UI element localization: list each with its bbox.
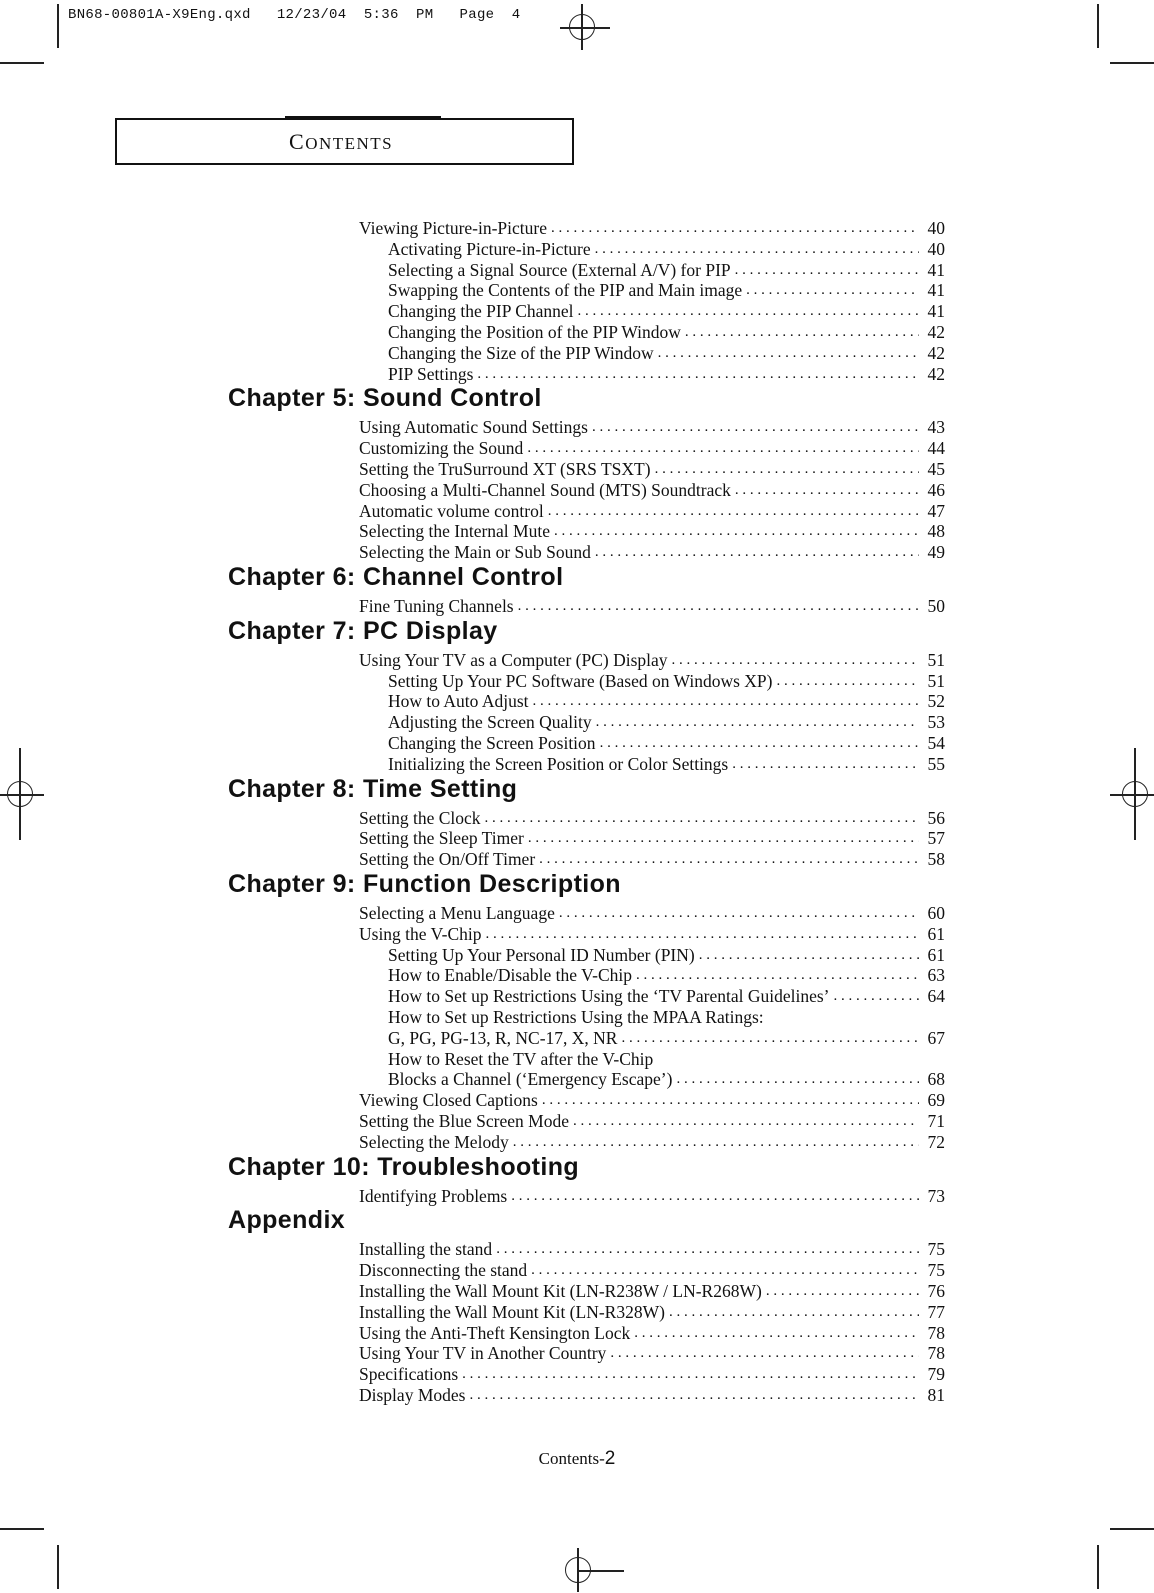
dot-leader bbox=[658, 343, 919, 364]
toc-entry[interactable] bbox=[388, 733, 945, 754]
toc-page-number: 45 bbox=[927, 459, 945, 479]
toc-entry-label: Setting the On/Off Timer bbox=[359, 849, 536, 870]
toc-page-number: 69 bbox=[927, 1090, 945, 1111]
dot-leader bbox=[746, 280, 919, 301]
toc-entry-label: Viewing Closed Captions bbox=[359, 1090, 538, 1111]
toc-entry-label: Choosing a Multi-Channel Sound (MTS) Soundtrack bbox=[359, 479, 731, 500]
header-accent-bar bbox=[285, 116, 441, 119]
dot-leader bbox=[518, 596, 919, 617]
toc-entry[interactable] bbox=[359, 903, 945, 924]
toc-entry-label: Swapping the Contents of the PIP and Main image bbox=[388, 280, 743, 301]
toc-entry-label: Changing the PIP Channel bbox=[388, 301, 574, 322]
dot-leader bbox=[554, 521, 919, 542]
toc-entry[interactable] bbox=[388, 322, 945, 343]
toc-entry[interactable] bbox=[359, 1186, 945, 1207]
dot-leader bbox=[531, 1260, 919, 1281]
toc-entry[interactable] bbox=[388, 280, 945, 301]
toc-page-number: 46 bbox=[927, 479, 945, 500]
toc-entry-label: Setting the TruSurround XT (SRS TSXT) bbox=[359, 459, 651, 479]
chapter-heading: Chapter 7: PC Display bbox=[228, 616, 498, 645]
toc-entry[interactable] bbox=[359, 1239, 945, 1260]
dot-leader bbox=[610, 1343, 919, 1364]
toc-entry[interactable] bbox=[388, 945, 945, 966]
toc-page-number: 76 bbox=[927, 1281, 945, 1301]
toc-entry-label: Using Your TV as a Computer (PC) Display bbox=[359, 649, 668, 670]
contents-header-title: CONTENTS bbox=[289, 129, 394, 154]
toc-entry[interactable] bbox=[388, 260, 945, 281]
toc-entry-label: Adjusting the Screen Quality bbox=[388, 712, 592, 733]
chapter-heading: Chapter 5: Sound Control bbox=[228, 384, 542, 413]
toc-page-number: 78 bbox=[927, 1343, 945, 1364]
dot-leader bbox=[496, 1239, 919, 1260]
toc-entry[interactable] bbox=[359, 417, 945, 438]
dot-leader bbox=[636, 965, 919, 986]
toc-page-number: 75 bbox=[927, 1239, 945, 1260]
toc-page-number: 40 bbox=[927, 238, 945, 259]
dot-leader bbox=[834, 986, 920, 1007]
toc-page-number: 79 bbox=[927, 1364, 945, 1385]
toc-entry-label: Fine Tuning Channels bbox=[359, 596, 514, 616]
toc-entry[interactable] bbox=[359, 1111, 945, 1132]
toc-page-number: 71 bbox=[927, 1111, 945, 1131]
toc-page-number: 50 bbox=[927, 596, 945, 616]
toc-entry-label: Automatic volume control bbox=[359, 500, 544, 521]
dot-leader bbox=[551, 218, 919, 239]
dot-leader bbox=[477, 364, 919, 385]
toc-entry[interactable] bbox=[388, 239, 945, 260]
toc-entry-label: Display Modes bbox=[359, 1385, 466, 1405]
toc-entry-label: Setting Up Your Personal ID Number (PIN) bbox=[388, 944, 695, 965]
toc-page-number: 57 bbox=[927, 828, 945, 849]
page-footer: Contents-2 bbox=[538, 1448, 616, 1469]
toc-page-number: 58 bbox=[927, 849, 945, 870]
chapter-heading: Chapter 10: Troubleshooting bbox=[228, 1152, 580, 1181]
toc-entry[interactable] bbox=[359, 1281, 945, 1302]
toc-page-number: 52 bbox=[927, 691, 945, 712]
toc-entry[interactable] bbox=[359, 1090, 945, 1111]
toc-entry[interactable] bbox=[388, 301, 945, 322]
dot-leader bbox=[634, 1323, 919, 1344]
toc-page-number: 42 bbox=[927, 363, 945, 384]
toc-page-number: 73 bbox=[927, 1185, 945, 1206]
toc-entry[interactable] bbox=[388, 1069, 945, 1090]
dot-leader bbox=[600, 733, 919, 754]
toc-entry[interactable] bbox=[388, 343, 945, 364]
toc-entry-label: Changing the Size of the PIP Window bbox=[388, 342, 654, 363]
toc-entry[interactable] bbox=[359, 808, 945, 829]
toc-page-number: 63 bbox=[927, 965, 945, 986]
toc-page-number: 61 bbox=[927, 923, 945, 944]
toc-entry[interactable] bbox=[359, 828, 945, 849]
toc-page-number: 68 bbox=[927, 1069, 945, 1090]
toc-page-number: 41 bbox=[927, 259, 945, 280]
toc-entry[interactable] bbox=[359, 438, 945, 459]
chapter-heading: Chapter 9: Function Description bbox=[228, 870, 621, 898]
toc-page-number: 61 bbox=[927, 944, 945, 965]
toc-page-number: 44 bbox=[927, 438, 945, 459]
dot-leader bbox=[595, 542, 919, 563]
toc-entry[interactable] bbox=[359, 1302, 945, 1323]
toc-entry[interactable] bbox=[388, 691, 945, 712]
toc-page-number: 53 bbox=[927, 712, 945, 733]
dot-leader bbox=[578, 301, 919, 322]
toc-page-number: 43 bbox=[927, 417, 945, 438]
dot-leader bbox=[573, 1111, 919, 1132]
toc-entry[interactable] bbox=[388, 1028, 945, 1049]
toc-entry[interactable] bbox=[388, 364, 945, 385]
dot-leader bbox=[732, 754, 919, 775]
toc-entry-line: How to Reset the TV after the V-Chip bbox=[388, 1048, 654, 1069]
dot-leader bbox=[539, 849, 919, 870]
toc-entry-label: Blocks a Channel (‘Emergency Escape’) bbox=[388, 1069, 673, 1090]
toc-entry-label: Identifying Problems bbox=[359, 1185, 508, 1206]
dot-leader bbox=[462, 1364, 919, 1385]
chapter-heading: Chapter 6: Channel Control bbox=[228, 563, 564, 591]
toc-entry[interactable] bbox=[359, 1132, 945, 1153]
toc-page-number: 42 bbox=[927, 342, 945, 363]
chapter-heading: Chapter 8: Time Setting bbox=[228, 774, 518, 803]
toc-entry-label: Disconnecting the stand bbox=[359, 1260, 528, 1281]
dot-leader bbox=[542, 1090, 919, 1111]
toc-page-number: 67 bbox=[927, 1027, 945, 1048]
dot-leader bbox=[655, 459, 919, 480]
toc-page-number: 49 bbox=[927, 542, 945, 563]
toc-entry[interactable] bbox=[359, 650, 945, 671]
toc-entry-label: Selecting the Melody bbox=[359, 1131, 509, 1152]
toc-entry[interactable] bbox=[359, 521, 945, 542]
toc-entry-label: Using the V-Chip bbox=[359, 923, 482, 944]
toc-page-number: 48 bbox=[927, 521, 945, 542]
toc-page-number: 60 bbox=[927, 903, 945, 923]
toc-page-number: 41 bbox=[927, 301, 945, 322]
dot-leader bbox=[735, 260, 919, 281]
toc-entry[interactable] bbox=[359, 1364, 945, 1385]
chapter-heading: Appendix bbox=[228, 1206, 346, 1235]
toc-entry-label: Activating Picture-in-Picture bbox=[388, 238, 591, 259]
toc-entry[interactable] bbox=[359, 1343, 945, 1364]
dot-leader bbox=[486, 924, 919, 945]
toc-entry[interactable] bbox=[359, 480, 945, 501]
dot-leader bbox=[621, 1028, 919, 1049]
toc-entry[interactable] bbox=[359, 459, 945, 480]
toc-entry-label: Viewing Picture-in-Picture bbox=[359, 218, 547, 238]
toc-entry[interactable] bbox=[359, 849, 945, 870]
toc-entry-label: Changing the Position of the PIP Window bbox=[388, 322, 681, 342]
toc-entry[interactable] bbox=[359, 501, 945, 522]
toc-entry-label: Initializing the Screen Position or Color Settings bbox=[388, 753, 729, 774]
dot-leader bbox=[685, 322, 919, 343]
toc-page-number: 47 bbox=[927, 500, 945, 521]
dot-leader bbox=[595, 239, 919, 260]
toc-entry-label: How to Set up Restrictions Using the ‘TV Parental Guidelines’ bbox=[388, 986, 830, 1007]
toc-entry-label: How to Auto Adjust bbox=[388, 691, 529, 712]
dot-leader bbox=[669, 1302, 919, 1323]
toc-page-number: 78 bbox=[927, 1322, 945, 1343]
dot-leader bbox=[469, 1385, 919, 1406]
toc-page-number: 72 bbox=[927, 1131, 945, 1152]
toc-entry-label: Setting the Clock bbox=[359, 807, 481, 828]
toc-entry-label: Changing the Screen Position bbox=[388, 733, 596, 753]
dot-leader bbox=[511, 1186, 919, 1207]
dot-leader bbox=[527, 438, 919, 459]
toc-entry-label: Specifications bbox=[359, 1364, 459, 1385]
toc-page-number: 41 bbox=[927, 280, 945, 301]
dot-leader bbox=[766, 1281, 919, 1302]
toc-entry[interactable] bbox=[388, 712, 945, 733]
toc-page-number: 75 bbox=[927, 1260, 945, 1281]
dot-leader bbox=[672, 650, 919, 671]
contents-header-box bbox=[115, 118, 574, 165]
dot-leader bbox=[485, 808, 919, 829]
toc-entry[interactable] bbox=[388, 965, 945, 986]
dot-leader bbox=[776, 671, 919, 692]
toc-page-number: 55 bbox=[927, 753, 945, 774]
toc-entry[interactable] bbox=[359, 1323, 945, 1344]
toc-page-number: 51 bbox=[927, 649, 945, 670]
toc-entry-label: How to Enable/Disable the V-Chip bbox=[388, 965, 633, 986]
toc-entry-label: Using the Anti-Theft Kensington Lock bbox=[359, 1322, 631, 1343]
dot-leader bbox=[596, 712, 919, 733]
dot-leader bbox=[699, 945, 919, 966]
toc-entry-label: PIP Settings bbox=[388, 363, 474, 384]
toc-entry-line: How to Set up Restrictions Using the MPAA Ratings: bbox=[388, 1007, 764, 1027]
toc-entry-label: Customizing the Sound bbox=[359, 438, 524, 459]
print-slug: BN68-00801A-X9Eng.qxd 12/23/04 5:36 PM Page 4 bbox=[68, 7, 521, 23]
toc-entry[interactable] bbox=[359, 1385, 945, 1406]
toc-entry-label: Selecting a Signal Source (External A/V) for PIP bbox=[388, 259, 731, 280]
dot-leader bbox=[559, 903, 919, 924]
toc-page-number: 64 bbox=[927, 986, 945, 1007]
toc-entry-label: Using Automatic Sound Settings bbox=[359, 417, 588, 438]
dot-leader bbox=[548, 501, 919, 522]
toc-entry[interactable] bbox=[388, 671, 945, 692]
toc-entry-label: G, PG, PG-13, R, NC-17, X, NR bbox=[388, 1027, 618, 1048]
toc-entry[interactable] bbox=[359, 596, 945, 617]
toc-entry-label: Installing the Wall Mount Kit (LN-R328W) bbox=[359, 1301, 665, 1322]
dot-leader bbox=[592, 417, 919, 438]
toc-entry-label: Installing the stand bbox=[359, 1239, 493, 1260]
dot-leader bbox=[528, 828, 919, 849]
dot-leader bbox=[533, 691, 919, 712]
toc-entry-label: Setting the Sleep Timer bbox=[359, 828, 524, 849]
dot-leader bbox=[513, 1132, 919, 1153]
toc-page-number: 40 bbox=[927, 218, 945, 238]
toc-page-number: 77 bbox=[927, 1301, 945, 1322]
toc-page-number: 54 bbox=[927, 733, 945, 753]
toc-page-number: 81 bbox=[927, 1385, 945, 1405]
toc-entry[interactable] bbox=[359, 542, 945, 563]
toc-page-number: 51 bbox=[927, 670, 945, 691]
dot-leader bbox=[676, 1069, 919, 1090]
toc-entry-label: Installing the Wall Mount Kit (LN-R238W / LN-R268W) bbox=[359, 1281, 762, 1301]
toc-entry-label: Selecting the Internal Mute bbox=[359, 521, 550, 542]
toc-entry-label: Setting Up Your PC Software (Based on Windows XP) bbox=[388, 670, 773, 691]
toc-entry[interactable] bbox=[388, 986, 945, 1007]
toc-page-number: 42 bbox=[927, 322, 945, 342]
dot-leader bbox=[735, 480, 919, 501]
toc-entry[interactable] bbox=[359, 924, 945, 945]
toc-entry-label: Selecting a Menu Language bbox=[359, 903, 555, 923]
toc-entry[interactable] bbox=[359, 218, 945, 239]
toc-entry-label: Selecting the Main or Sub Sound bbox=[359, 542, 591, 563]
toc-page-number: 56 bbox=[927, 807, 945, 828]
toc-entry-label: Using Your TV in Another Country bbox=[359, 1343, 607, 1364]
toc-entry-label: Setting the Blue Screen Mode bbox=[359, 1111, 569, 1131]
toc-entry[interactable] bbox=[359, 1260, 945, 1281]
toc-entry[interactable] bbox=[388, 754, 945, 775]
